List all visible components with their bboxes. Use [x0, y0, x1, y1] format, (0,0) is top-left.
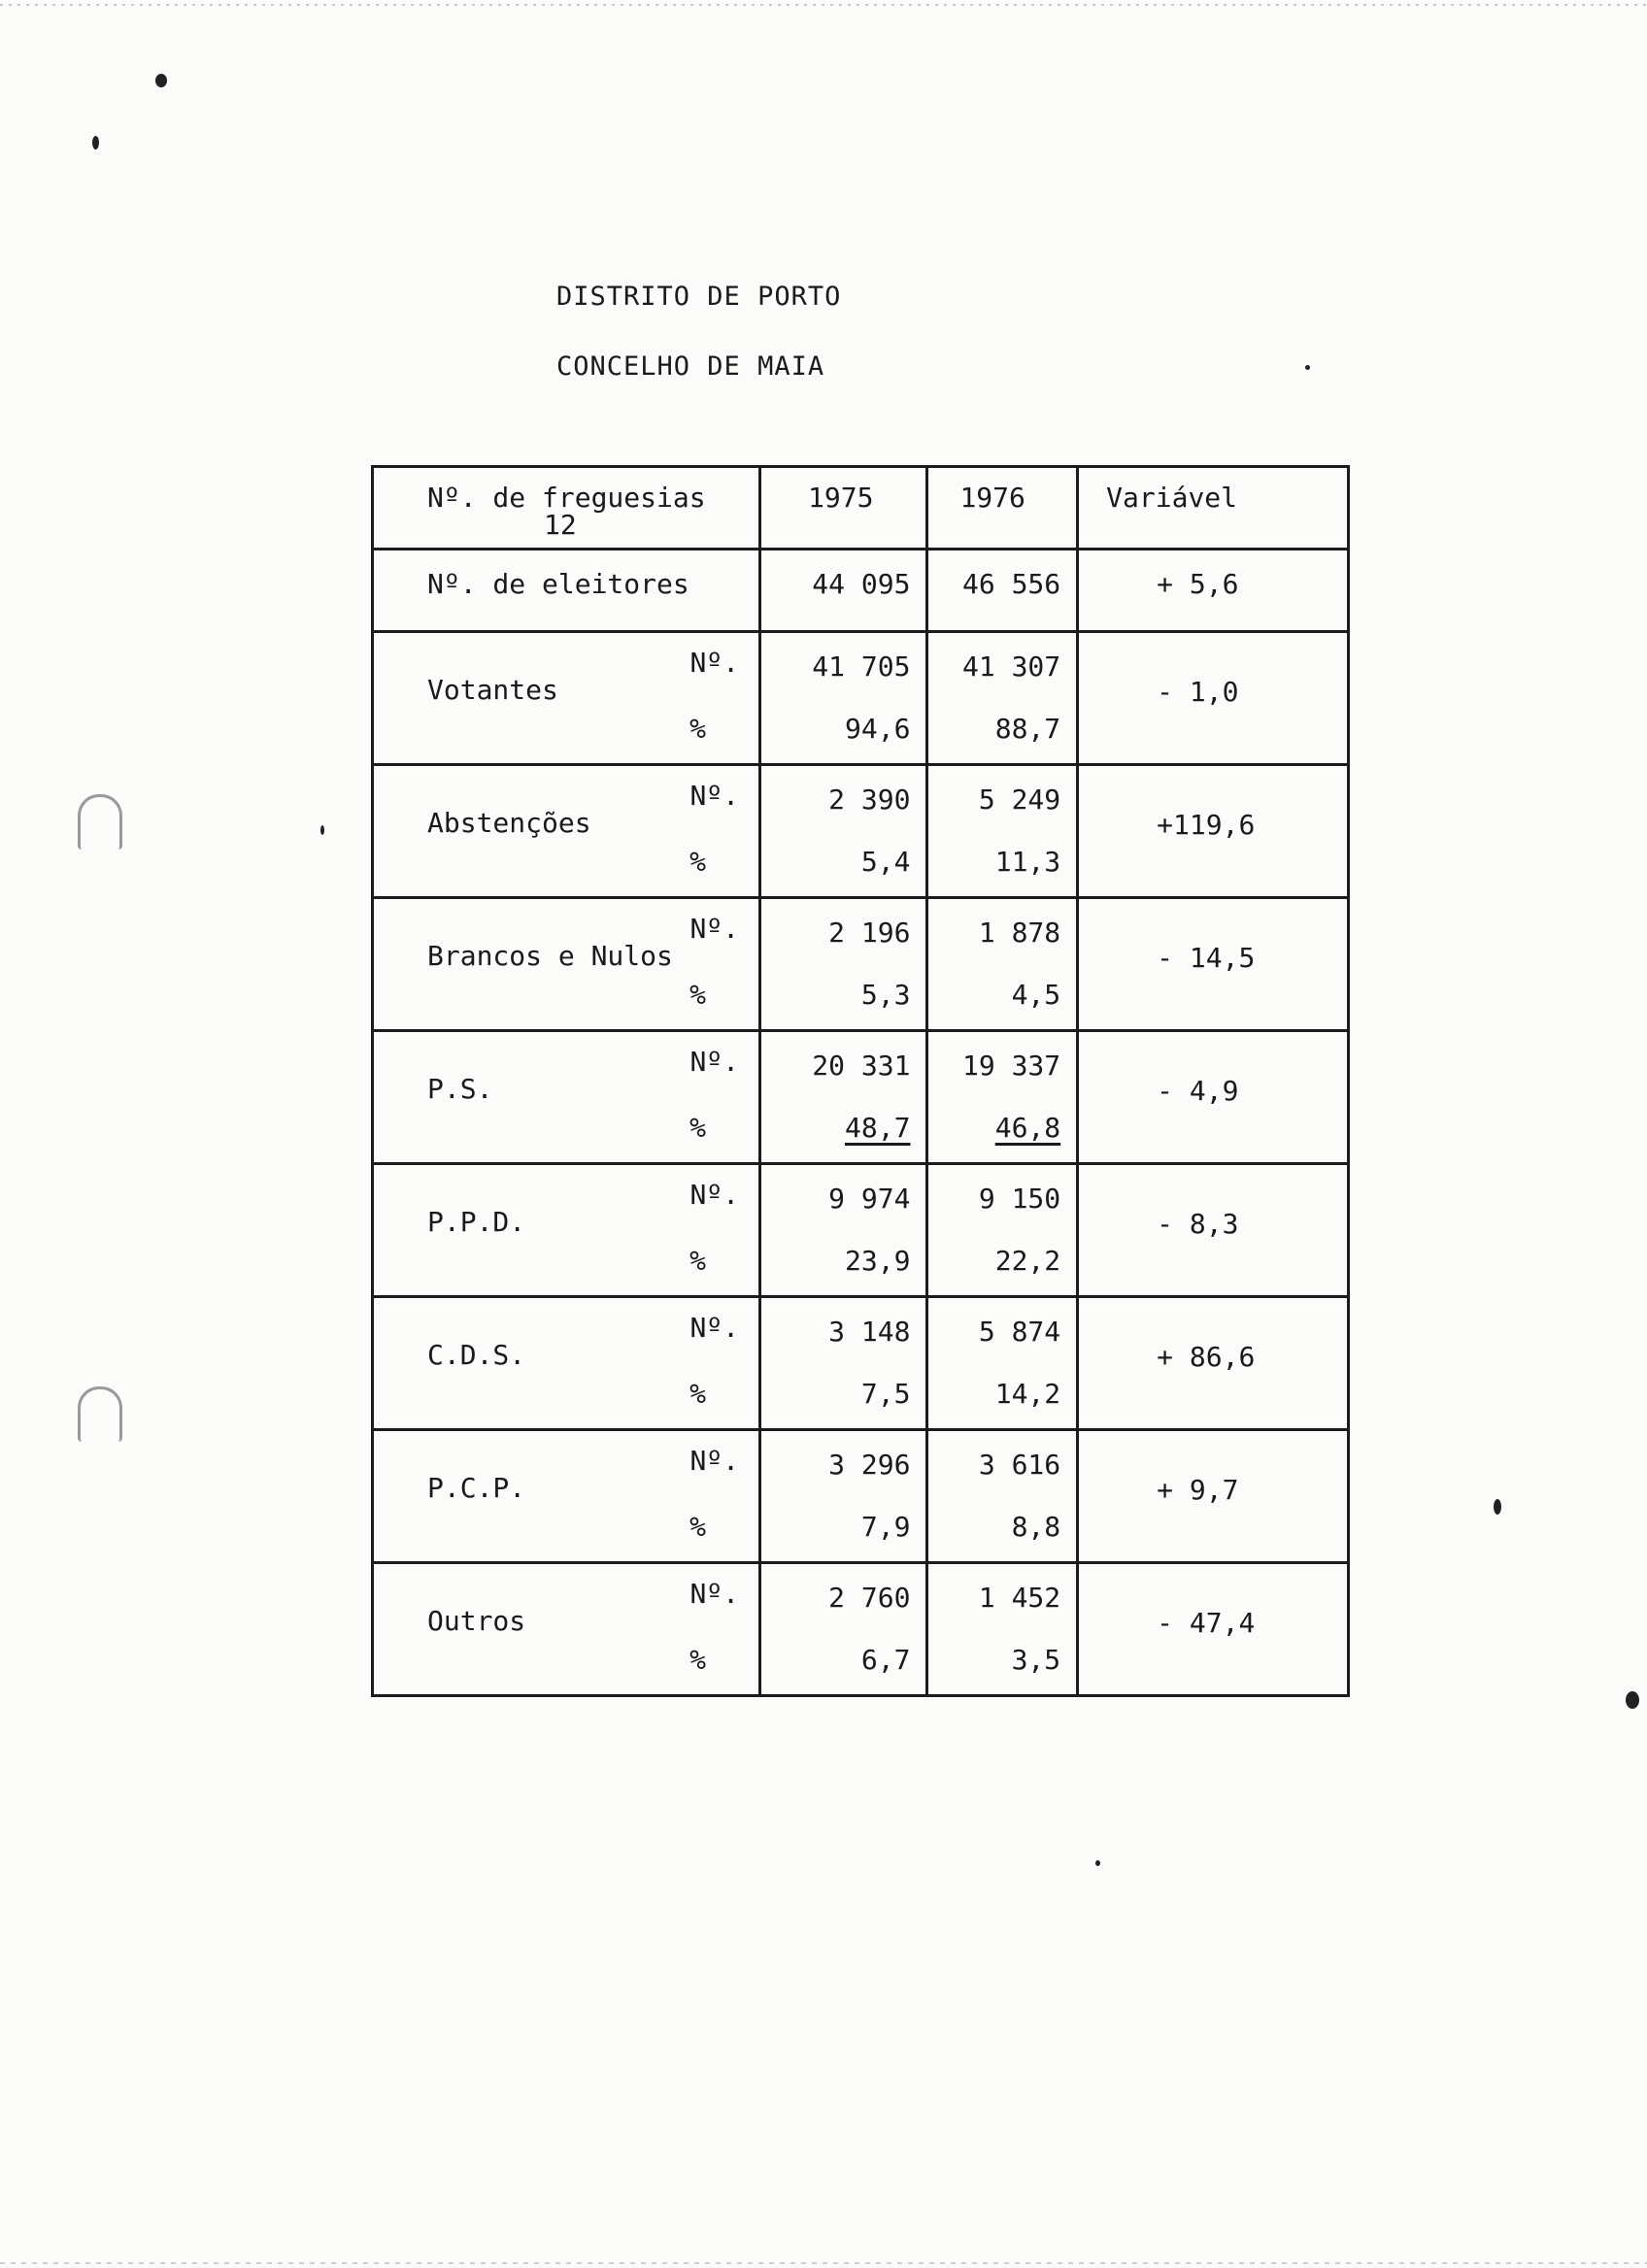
- percent-1976: 3,5: [1011, 1644, 1061, 1676]
- percent-tag: %: [689, 713, 707, 745]
- row-label: Brancos e Nulos: [427, 940, 673, 972]
- count-1975: 2 390: [828, 784, 911, 816]
- row-label: P.C.P.: [427, 1472, 526, 1504]
- ink-speck: [1305, 365, 1310, 370]
- row-label: Abstenções: [427, 807, 591, 839]
- percent-tag: %: [689, 1245, 707, 1277]
- count-1976: 1 452: [978, 1582, 1061, 1614]
- variation-value: +119,6: [1157, 809, 1256, 841]
- percent-tag: %: [689, 1378, 707, 1410]
- percent-1976: 88,7: [994, 713, 1061, 745]
- count-1975: 2 196: [828, 917, 911, 949]
- percent-1976: 11,3: [994, 846, 1061, 878]
- count-tag: Nº.: [689, 913, 740, 945]
- percent-1975: 7,9: [860, 1511, 911, 1543]
- district-title: DISTRITO DE PORTO: [556, 282, 842, 312]
- percent-tag: %: [689, 979, 707, 1011]
- year-1976-header: 1976: [959, 482, 1025, 514]
- table-row: [373, 1164, 1349, 1297]
- percent-1976: 46,8: [994, 1112, 1061, 1144]
- election-results-table: [371, 465, 1350, 1697]
- count-1976: 19 337: [962, 1050, 1061, 1082]
- punch-hole-upper: [78, 794, 122, 850]
- row-label: Outros: [427, 1605, 526, 1637]
- percent-1976: 14,2: [994, 1378, 1061, 1410]
- row-label: P.S.: [427, 1073, 493, 1105]
- count-tag: Nº.: [689, 647, 740, 679]
- count-tag: Nº.: [689, 1179, 740, 1211]
- table-row: [373, 1297, 1349, 1430]
- count-tag: Nº.: [689, 1046, 740, 1078]
- variation-header: Variável: [1106, 482, 1238, 514]
- percent-1976: 22,2: [994, 1245, 1061, 1277]
- percent-tag: %: [689, 1644, 707, 1676]
- count-1975: 3 148: [828, 1316, 911, 1348]
- row-label: Nº. de eleitores: [427, 568, 689, 600]
- percent-tag: %: [689, 1511, 707, 1543]
- row-label: P.P.D.: [427, 1206, 526, 1238]
- punch-hole-lower: [78, 1386, 122, 1442]
- count-1975: 9 974: [828, 1183, 911, 1215]
- count-1976: 3 616: [978, 1449, 1061, 1481]
- count-1975: 20 331: [812, 1050, 911, 1082]
- count-1976: 41 307: [962, 650, 1061, 683]
- voters-registered-row: [373, 550, 1349, 632]
- ink-speck: [1095, 1860, 1100, 1866]
- variation-value: - 47,4: [1157, 1607, 1256, 1639]
- value-1976: 46 556: [962, 568, 1061, 600]
- count-tag: Nº.: [689, 780, 740, 812]
- count-1976: 5 249: [978, 784, 1061, 816]
- count-tag: Nº.: [689, 1445, 740, 1477]
- table-row: [373, 898, 1349, 1031]
- percent-1976: 4,5: [1011, 979, 1061, 1011]
- count-1975: 41 705: [812, 650, 911, 683]
- ink-speck: [320, 825, 324, 835]
- table-row: [373, 1430, 1349, 1563]
- variation-value: - 1,0: [1157, 676, 1239, 708]
- percent-1975: 5,3: [860, 979, 911, 1011]
- percent-1976: 8,8: [1011, 1511, 1061, 1543]
- table-header-row: [373, 467, 1349, 550]
- table-row: [373, 1031, 1349, 1164]
- parish-count-label: Nº. de freguesias: [427, 482, 706, 514]
- row-label: C.D.S.: [427, 1339, 526, 1371]
- count-1976: 9 150: [978, 1183, 1061, 1215]
- count-1976: 5 874: [978, 1316, 1061, 1348]
- percent-1975: 7,5: [860, 1378, 911, 1410]
- row-label: Votantes: [427, 674, 558, 706]
- table-row: [373, 632, 1349, 765]
- ink-speck: [155, 74, 167, 87]
- variation-value: - 14,5: [1157, 942, 1256, 974]
- percent-1975: 48,7: [845, 1112, 911, 1144]
- parish-count-value: 12: [544, 509, 577, 541]
- percent-1975: 23,9: [845, 1245, 911, 1277]
- ink-speck: [1494, 1499, 1501, 1515]
- count-tag: Nº.: [689, 1312, 740, 1344]
- count-1975: 3 296: [828, 1449, 911, 1481]
- count-1976: 1 878: [978, 917, 1061, 949]
- value-1975: 44 095: [812, 568, 911, 600]
- table-row: [373, 1563, 1349, 1696]
- variation-value: + 5,6: [1157, 568, 1239, 600]
- variation-value: + 9,7: [1157, 1474, 1239, 1506]
- percent-1975: 5,4: [860, 846, 911, 878]
- ink-speck: [1626, 1691, 1639, 1709]
- percent-tag: %: [689, 1112, 707, 1144]
- percent-1975: 94,6: [845, 713, 911, 745]
- ink-speck: [92, 136, 99, 150]
- variation-value: + 86,6: [1157, 1341, 1256, 1373]
- count-1975: 2 760: [828, 1582, 911, 1614]
- municipality-title: CONCELHO DE MAIA: [556, 351, 825, 382]
- percent-1975: 6,7: [860, 1644, 911, 1676]
- variation-value: - 4,9: [1157, 1075, 1239, 1107]
- scan-top-edge: [0, 4, 1647, 6]
- scan-bottom-edge: [0, 2262, 1647, 2264]
- count-tag: Nº.: [689, 1578, 740, 1610]
- variation-value: - 8,3: [1157, 1208, 1239, 1240]
- percent-tag: %: [689, 846, 707, 878]
- year-1975-header: 1975: [808, 482, 874, 514]
- table-row: [373, 765, 1349, 898]
